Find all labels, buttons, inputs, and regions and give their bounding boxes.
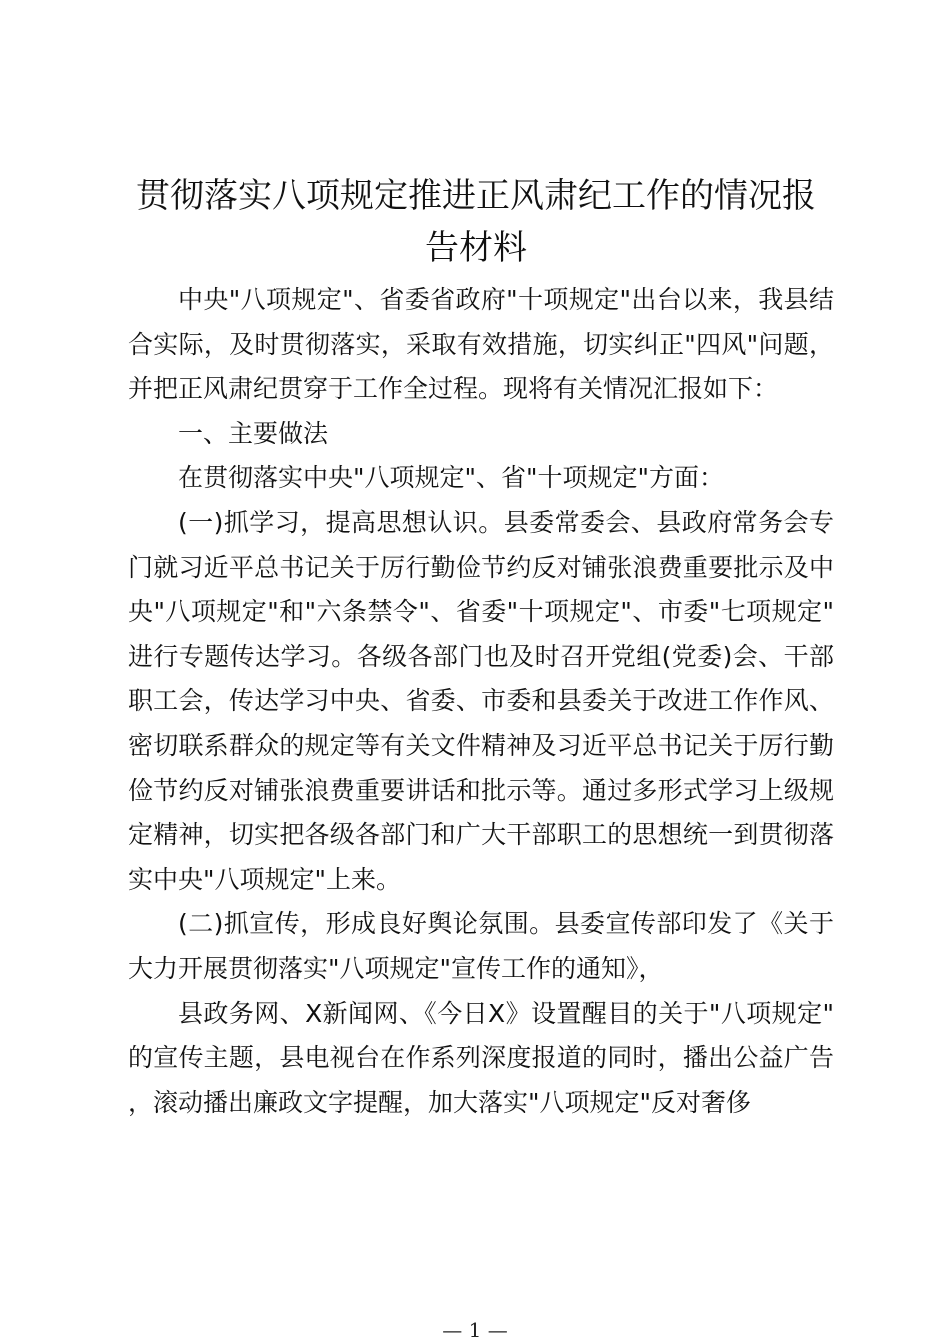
- section-heading: 一、主要做法: [178, 418, 329, 448]
- intro-paragraph: 中央"八项规定"、省委省政府"十项规定"出台以来，我县结合实际，及时贯彻落实，采取有效措施，切实纠正"四风"问题，并把正风肃纪贯穿于工作全过程。现将有关情况汇报如下：: [128, 285, 834, 404]
- document-body: [128, 278, 834, 1125]
- document-title: 贯彻落实八项规定推进正风肃纪工作的情况报告材料: [136, 176, 816, 268]
- study-paragraph: (一)抓学习，提高思想认识。县委常委会、县政府常务会专门就习近平总书记关于厉行勤俭节约反对铺张浪费重要批示及中央"八项规定"和"六条禁令"、省委"十项规定"、市委"七项规定"进行专题传达学习。各级各部门也及时召开党组(党委)会、干部职工会，传达学习中央、省委、市委和县委关于改进工作作风、密切联系群众的规定等有关文件精神及习近平总书记关于厉行勤俭节约反对铺张浪费重要讲话和批示等。通过多形式学习上级规定精神，切实把各级各部门和广大干部职工的思想统一到贯彻落实中央"八项规定"上来。: [128, 507, 834, 894]
- media-paragraph: 县政务网、X新闻网、《今日X》设置醒目的关于"八项规定"的宣传主题，县电视台在作系列深度报道的同时，播出公益广告，滚动播出廉政文字提醒，加大落实"八项规定"反对奢侈: [128, 998, 834, 1117]
- publicity-paragraph: (二)抓宣传，形成良好舆论氛围。县委宣传部印发了《关于大力开展贯彻落实"八项规定"宣传工作的通知》，: [128, 909, 834, 983]
- page-number: — 1 —: [442, 1318, 508, 1342]
- section-intro-paragraph: 在贯彻落实中央"八项规定"、省"十项规定"方面：: [178, 463, 724, 493]
